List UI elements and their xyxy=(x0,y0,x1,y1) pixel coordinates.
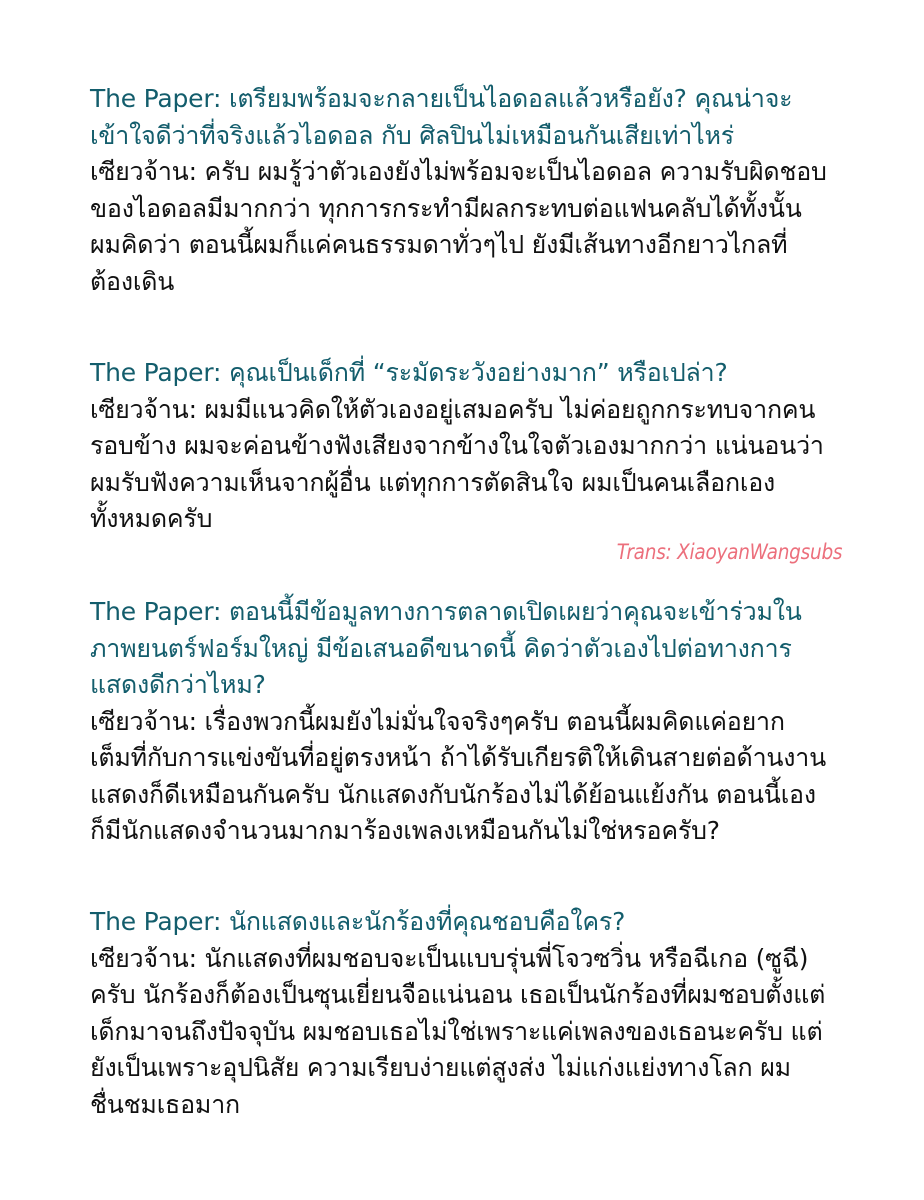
question-2 xyxy=(90,355,880,392)
answer-line: ครับ นักร้องก็ต้องเป็นซุนเยี่ยนจือแน่นอน เธอเป็นนักร้องที่ผมชอบตั้งแต่ xyxy=(90,980,826,1009)
answer-line: ยังเป็นเพราะอุปนิสัย ความเรียบง่ายแต่สูงส่ง ไม่แก่งแย่งทางโลก ผม xyxy=(90,1053,791,1082)
qa-block-3 xyxy=(90,594,880,850)
question-4 xyxy=(90,904,880,941)
answer-line: เซียวจ้าน: นักแสดงที่ผมชอบจะเป็นแบบรุ่นพี่โจวซวิ่น หรือฉีเกอ (ซูฉี) xyxy=(90,943,809,973)
answer-line: ชื่นชมเธอมาก xyxy=(90,1089,240,1119)
answer-line: ผมคิดว่า ตอนนี้ผมก็แค่คนธรรมดาทั่วๆไป ยังมีเส้นทางอีกยาวไกลที่ xyxy=(90,230,788,259)
question-line: The Paper: ตอนนี้มีข้อมูลทางการตลาดเปิดเผยว่าคุณจะเข้าร่วมใน xyxy=(90,597,802,626)
qa-block-1 xyxy=(90,81,880,300)
answer-2 xyxy=(90,392,880,538)
answer-line: ของไอดอลมีมากกว่า ทุกการกระทำมีผลกระทบต่อแฟนคลับได้ทั้งนั้น xyxy=(90,193,802,223)
translator-watermark: Trans: XiaoyanWangsubs xyxy=(616,540,842,564)
question-line: แสดงดีกว่าไหม? xyxy=(90,670,266,699)
qa-block-4 xyxy=(90,904,880,1123)
answer-line: เด็กมาจนถึงปัจจุบัน ผมชอบเธอไม่ใช่เพราะแค่เพลงของเธอนะครับ แต่ xyxy=(90,1016,823,1046)
answer-3 xyxy=(90,704,880,850)
answer-line: ต้องเดิน xyxy=(90,266,175,296)
answer-1 xyxy=(90,154,880,300)
answer-line: เซียวจ้าน: ผมมีแนวคิดให้ตัวเองอยู่เสมอครับ ไม่ค่อยถูกกระทบจากคน xyxy=(90,394,816,424)
answer-line: รอบข้าง ผมจะค่อนข้างฟังเสียงจากข้างในใจตัวเองมากกว่า แน่นอนว่า xyxy=(90,431,824,460)
answer-line: ก็มีนักแสดงจำนวนมากมาร้องเพลงเหมือนกันไม่ใช่หรอครับ? xyxy=(90,816,720,845)
answer-line: เซียวจ้าน: ครับ ผมรู้ว่าตัวเองยังไม่พร้อมจะเป็นไอดอล ความรับผิดชอบ xyxy=(90,157,827,186)
question-1 xyxy=(90,81,880,154)
question-line: ภาพยนตร์ฟอร์มใหญ่ มีข้อเสนอดีขนาดนี้ คิดว่าตัวเองไปต่อทางการ xyxy=(90,633,792,663)
answer-line: เซียวจ้าน: เรื่องพวกนี้ผมยังไม่มั่นใจจริงๆครับ ตอนนี้ผมคิดแค่อยาก xyxy=(90,706,785,736)
answer-4 xyxy=(90,941,880,1124)
question-line: The Paper: เตรียมพร้อมจะกลายเป็นไอดอลแล้วหรือยัง? คุณน่าจะ xyxy=(90,84,793,113)
answer-line: ทั้งหมดครับ xyxy=(90,504,213,533)
answer-line: แสดงก็ดีเหมือนกันครับ นักแสดงกับนักร้องไม่ได้ย้อนแย้งกัน ตอนนี้เอง xyxy=(90,779,816,809)
answer-line: ผมรับฟังความเห็นจากผู้อื่น แต่ทุกการตัดสินใจ ผมเป็นคนเลือกเอง xyxy=(90,467,776,497)
question-3 xyxy=(90,594,880,704)
question-line: The Paper: นักแสดงและนักร้องที่คุณชอบคือใคร? xyxy=(90,907,626,936)
qa-block-2 xyxy=(90,355,880,538)
question-line: เข้าใจดีว่าที่จริงแล้วไอดอล กับ ศิลปินไม่เหมือนกันเสียเท่าไหร่ xyxy=(90,120,734,150)
question-line: The Paper: คุณเป็นเด็กที่ “ระมัดระวังอย่างมาก” หรือเปล่า? xyxy=(90,358,728,387)
answer-line: เต็มที่กับการแข่งขันที่อยู่ตรงหน้า ถ้าได้รับเกียรติให้เดินสายต่อด้านงาน xyxy=(90,743,827,772)
